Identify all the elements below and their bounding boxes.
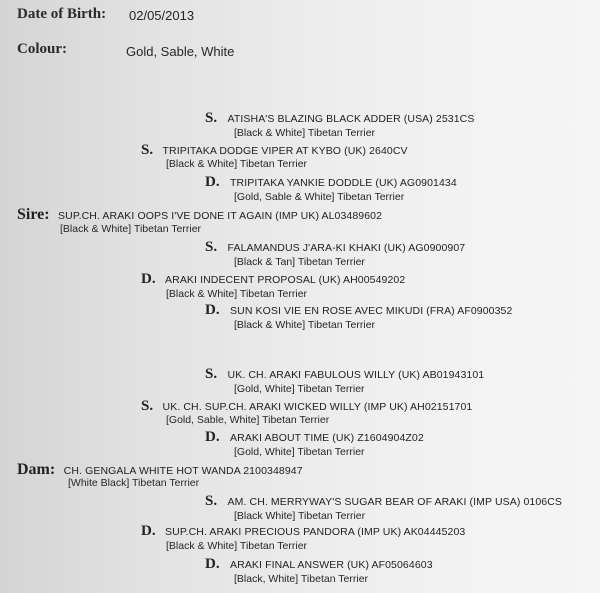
dog-colour: [Black, White] Tibetan Terrier [234, 573, 369, 585]
dog-colour: [Black & White] Tibetan Terrier [166, 288, 308, 300]
role-marker: D. [205, 556, 220, 572]
dog-colour: [Black & White] Tibetan Terrier [60, 223, 202, 235]
sire-sire-entry [141, 141, 408, 159]
dam-dam-entry [141, 522, 465, 540]
sire-dam-entry [141, 270, 405, 288]
dam-sire-dam-entry [205, 428, 424, 446]
role-marker: Dam: [17, 461, 56, 478]
dog-colour: [Black & White] Tibetan Terrier [234, 319, 376, 331]
dob-label: Date of Birth: [17, 6, 107, 22]
dog-colour: [Black White] Tibetan Terrier [234, 510, 366, 522]
dog-colour: [Gold, Sable, White] Tibetan Terrier [166, 414, 330, 426]
dog-name: FALAMANDUS J'ARA-KI KHAKI (UK) AG0900907 [227, 242, 466, 254]
dog-name: CH. GENGALA WHITE HOT WANDA 2100348947 [63, 465, 303, 477]
role-marker: D. [205, 429, 220, 445]
dog-name: ARAKI INDECENT PROPOSAL (UK) AH00549202 [165, 274, 406, 286]
dog-colour: [Gold, White] Tibetan Terrier [234, 383, 365, 395]
dob-value: 02/05/2013 [129, 8, 195, 23]
dog-colour: [Black & White] Tibetan Terrier [166, 540, 308, 552]
dog-name: SUN KOSI VIE EN ROSE AVEC MIKUDI (FRA) AF0900352 [230, 305, 513, 317]
dam-sire-entry [141, 397, 472, 415]
sire-entry [17, 206, 382, 224]
role-marker: S. [205, 366, 218, 382]
dog-name: AM. CH. MERRYWAY'S SUGAR BEAR OF ARAKI (IMP USA) 0106CS [227, 496, 562, 508]
colour-value: Gold, Sable, White [126, 44, 235, 59]
role-marker: S. [141, 398, 154, 414]
dog-name: TRIPITAKA YANKIE DODDLE (UK) AG0901434 [230, 177, 457, 189]
role-marker: S. [205, 493, 218, 509]
dog-colour: [White Black] Tibetan Terrier [68, 477, 200, 489]
role-marker: D. [141, 523, 156, 539]
dog-name: SUP.CH. ARAKI PRECIOUS PANDORA (IMP UK) AK04445203 [165, 526, 466, 538]
role-marker: Sire: [17, 206, 50, 223]
sire-sire-dam-entry [205, 173, 457, 191]
dog-name: ARAKI ABOUT TIME (UK) Z1604904Z02 [230, 432, 424, 444]
sire-dam-sire-entry [205, 238, 465, 256]
role-marker: D. [205, 174, 220, 190]
colour-label: Colour: [17, 41, 67, 57]
dog-colour: [Gold, White] Tibetan Terrier [234, 446, 365, 458]
dog-colour: [Black & Tan] Tibetan Terrier [234, 256, 365, 268]
dog-colour: [Black & White] Tibetan Terrier [234, 127, 376, 139]
dog-name: ARAKI FINAL ANSWER (UK) AF05064603 [230, 559, 433, 571]
sire-sire-sire-entry [205, 109, 474, 127]
role-marker: S. [205, 239, 218, 255]
dog-name: UK. CH. SUP.CH. ARAKI WICKED WILLY (IMP UK) AH02151701 [162, 401, 473, 413]
role-marker: D. [141, 271, 156, 287]
dam-dam-sire-entry [205, 492, 562, 510]
dog-name: TRIPITAKA DODGE VIPER AT KYBO (UK) 2640CV [162, 145, 408, 157]
role-marker: D. [205, 302, 220, 318]
dog-name: ATISHA'S BLAZING BLACK ADDER (USA) 2531CS [227, 113, 475, 125]
dam-dam-dam-entry [205, 555, 433, 573]
dog-colour: [Black & White] Tibetan Terrier [166, 158, 308, 170]
dog-name: SUP.CH. ARAKI OOPS I'VE DONE IT AGAIN (IMP UK) AL03489602 [58, 210, 383, 222]
dam-sire-sire-entry [205, 365, 484, 383]
dog-name: UK. CH. ARAKI FABULOUS WILLY (UK) AB01943101 [227, 369, 485, 381]
dog-colour: [Gold, Sable & White] Tibetan Terrier [234, 191, 405, 203]
role-marker: S. [205, 110, 218, 126]
sire-dam-dam-entry [205, 301, 512, 319]
role-marker: S. [141, 142, 154, 158]
